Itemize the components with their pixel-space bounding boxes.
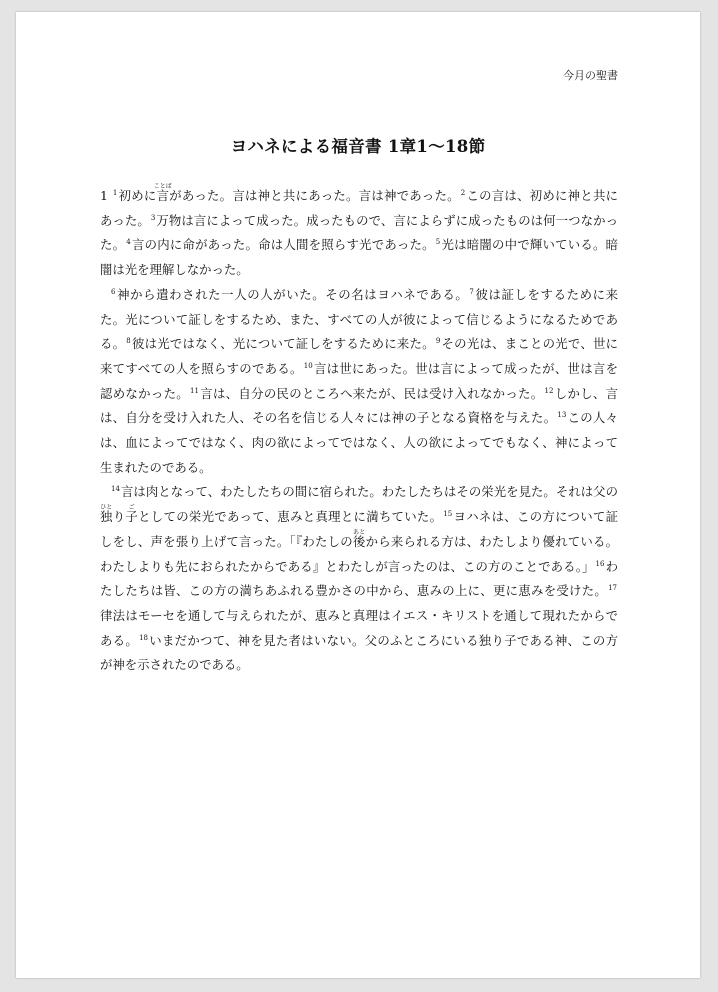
verse-text: 言は世にあった。世は言によって成ったが、世は言を認めなかった。 — [100, 360, 618, 401]
verse-number: 10 — [303, 361, 313, 370]
verse-number: 6 — [111, 287, 116, 296]
verse-number: 15 — [443, 510, 453, 519]
verse-number: 5 — [435, 238, 441, 247]
paragraph-3 — [100, 480, 618, 678]
verse-text: この言は、初めに神と共にあった。 — [100, 188, 618, 228]
ruby-go: 子ご — [125, 504, 139, 525]
verse-text: 彼は証しをするために来た。光について証しをするため、また、すべての人が彼によって信じるようになるためである。 — [100, 286, 619, 352]
verse-number: 1 — [112, 189, 118, 197]
verse-text: 万物は言によって成った。成ったもので、言によらずに成ったものは何一つなかった。 — [100, 212, 618, 253]
verse-number: 3 — [150, 213, 156, 222]
scripture-text — [100, 183, 618, 678]
verse-text: としての栄光であって、恵みと真理とに満ちていた。 — [138, 509, 443, 525]
verse-text: 神から遣わされた一人の人がいた。その名はヨハネである。 — [116, 286, 469, 302]
verse-number: 2 — [460, 189, 466, 197]
verse-number: 12 — [544, 386, 554, 395]
verse-number: 9 — [435, 337, 441, 346]
verse-number: 17 — [608, 584, 617, 593]
verse-text: があった。言は神と共にあった。言は神であった。 — [168, 188, 460, 203]
verse-number: 7 — [469, 287, 474, 296]
verse-text: から来られる方は、わたしより優れている。わたしよりも先におられたからである』とわたしが言ったのは、この方のことである。」 — [100, 533, 619, 574]
paragraph-1 — [100, 183, 618, 283]
verse-text: 律法はモーセを通して与えられたが、恵みと真理はイエス・キリストを通して現れたからである。 — [100, 607, 618, 648]
verse-text: 言の内に命があった。命は人間を照らす光であった。 — [131, 237, 435, 253]
verse-number: 16 — [595, 559, 605, 568]
verse-number: 13 — [557, 411, 567, 420]
verse-text: 光は暗闇の中で輝いている。暗闇は光を理解しなかった。 — [100, 237, 619, 278]
document-title: ヨハネによる福音書 1章1〜18節 — [230, 137, 486, 156]
verse-number: 14 — [111, 485, 120, 494]
verse-text: り — [112, 509, 126, 525]
document-page — [16, 12, 700, 978]
verse-text: 言は、自分の民のところへ来たが、民は受け入れなかった。 — [199, 385, 544, 401]
verse-number: 18 — [139, 633, 148, 642]
chapter-number: 1 — [100, 188, 108, 203]
verse-text: いまだかつて、神を見た者はいない。父のふところにいる独り子である神、この方が神を示されたのである。 — [100, 632, 618, 673]
header-label: 今月の聖書 — [563, 69, 618, 82]
verse-text: 彼は光ではなく、光について証しをするために来た。 — [131, 336, 435, 352]
paragraph-2 — [100, 283, 618, 481]
verse-text: しかし、言は、自分を受け入れた人、その名を信じる人々には神の子となる資格を与えた。 — [100, 385, 619, 426]
verse-text: 言は肉となって、わたしたちの間に宿られた。わたしたちはその栄光を見た。それは父の — [120, 484, 618, 500]
verse-text: その光は、まことの光で、世に来てすべての人を照らすのである。 — [100, 336, 618, 376]
ruby-kotoba: 言ことば — [153, 183, 172, 203]
verse-text: この人々は、血によってではなく、肉の欲によってではなく、人の欲によってでもなく、神によって生まれたのである。 — [100, 410, 619, 475]
verse-text: ヨハネは、この方について証しをし、声を張り上げて言った。「『わたしの — [100, 509, 619, 549]
verse-text: わたしたちは皆、この方の満ちあふれる豊かさの中から、恵みの上に、更に恵みを受けた。 — [100, 558, 618, 599]
verse-number: 11 — [190, 386, 199, 395]
verse-number: 4 — [126, 238, 131, 247]
verse-number: 8 — [126, 337, 131, 346]
ruby-hito: 独ひと — [100, 504, 113, 525]
ruby-ato: 後あと — [352, 528, 366, 549]
verse-text: 初めに — [118, 188, 157, 203]
